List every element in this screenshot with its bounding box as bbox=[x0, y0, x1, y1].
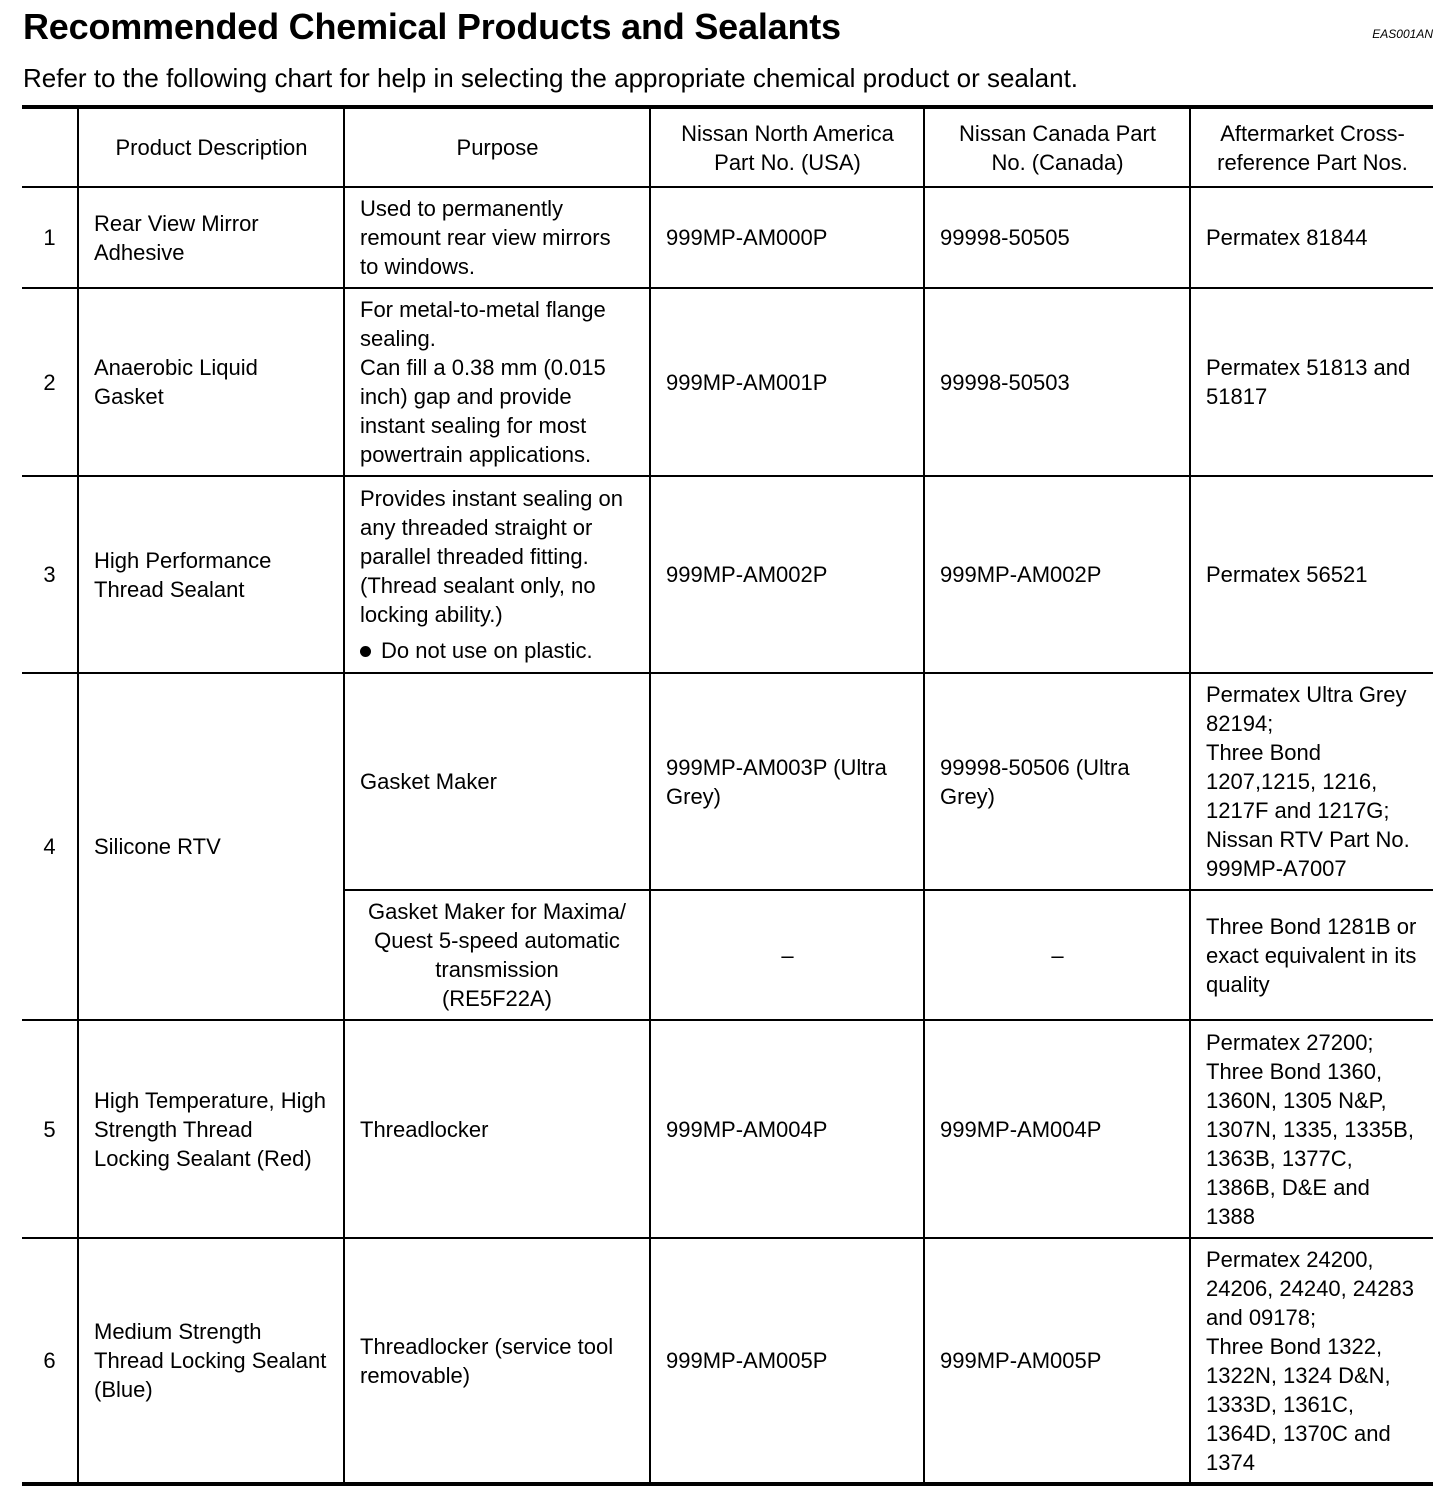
product-description: Silicone RTV bbox=[78, 673, 344, 1020]
page-title: Recommended Chemical Products and Sealants bbox=[23, 6, 841, 47]
aftermarket-part-nos bbox=[1190, 1238, 1433, 1484]
row-number: 6 bbox=[22, 1238, 78, 1484]
canada-part-no: 99998-50503 bbox=[924, 288, 1190, 476]
table-row bbox=[22, 187, 1433, 288]
table-row bbox=[22, 476, 1433, 673]
canada-part-no: 999MP-AM002P bbox=[924, 476, 1190, 673]
purpose: Threadlocker bbox=[344, 1020, 650, 1238]
product-description: High Temperature, High Strength Thread Locking Sealant (Red) bbox=[78, 1020, 344, 1238]
page-subtitle: Refer to the following chart for help in selecting the appropriate chemical product or sealant. bbox=[23, 63, 1079, 93]
aftermarket-line: Permatex Ultra Grey 82194; bbox=[1206, 682, 1407, 736]
aftermarket-part-nos: Permatex 56521 bbox=[1190, 476, 1433, 673]
purpose-line: Gasket Maker for Maxima/ Quest 5-speed automatic transmission bbox=[368, 899, 626, 982]
usa-part-no: 999MP-AM005P bbox=[650, 1238, 924, 1484]
header-usa-part-no: Nissan North America Part No. (USA) bbox=[650, 107, 924, 187]
purpose-note-text: Do not use on plastic. bbox=[381, 638, 593, 663]
table-row bbox=[22, 673, 1433, 890]
aftermarket-part-nos bbox=[1190, 1020, 1433, 1238]
usa-part-no: 999MP-AM002P bbox=[650, 476, 924, 673]
purpose-line: (RE5F22A) bbox=[441, 986, 553, 1011]
product-description: Medium Strength Thread Locking Sealant (Blue) bbox=[78, 1238, 344, 1484]
purpose bbox=[344, 476, 650, 673]
table-row bbox=[22, 1020, 1433, 1238]
aftermarket-part-nos: Three Bond 1281B or exact equivalent in its quality bbox=[1190, 890, 1433, 1020]
header-canada-part-no: Nissan Canada Part No. (Canada) bbox=[924, 107, 1190, 187]
row-number: 4 bbox=[22, 673, 78, 1020]
product-description: High Performance Thread Sealant bbox=[78, 476, 344, 673]
usa-part-no: 999MP-AM003P (Ultra Grey) bbox=[650, 673, 924, 890]
aftermarket-line: Three Bond 1322, 1322N, 1324 D&N, 1333D, 1361C, 1364D, 1370C and 1374 bbox=[1206, 1333, 1391, 1475]
canada-part-no: 999MP-AM005P bbox=[924, 1238, 1190, 1484]
aftermarket-line: Permatex 27200; bbox=[1206, 1029, 1374, 1055]
usa-part-no: 999MP-AM004P bbox=[650, 1020, 924, 1238]
usa-part-no: 999MP-AM001P bbox=[650, 288, 924, 476]
purpose-line: For metal-to-metal flange sealing. bbox=[360, 297, 606, 351]
aftermarket-line: Three Bond 1207,1215, 1216, 1217F and 1217G; bbox=[1206, 740, 1390, 823]
aftermarket-line: Three Bond 1360, 1360N, 1305 N&P, 1307N, 1335, 1335B, 1363B, 1377C, 1386B, D&E and 1388 bbox=[1206, 1058, 1414, 1229]
table-row bbox=[22, 1238, 1433, 1484]
purpose: Gasket Maker bbox=[344, 673, 650, 890]
canada-part-no: – bbox=[924, 890, 1190, 1020]
row-number: 2 bbox=[22, 288, 78, 476]
purpose-text: Provides instant sealing on any threaded straight or parallel threaded fitting. (Thread sealant only, no locking ability.) bbox=[360, 486, 623, 627]
chemical-products-table bbox=[22, 105, 1433, 1486]
canada-part-no: 999MP-AM004P bbox=[924, 1020, 1190, 1238]
usa-part-no: 999MP-AM000P bbox=[650, 187, 924, 288]
product-description: Anaerobic Liquid Gasket bbox=[78, 288, 344, 476]
header-purpose: Purpose bbox=[344, 107, 650, 187]
purpose bbox=[344, 890, 650, 1020]
row-number: 3 bbox=[22, 476, 78, 673]
usa-part-no: – bbox=[650, 890, 924, 1020]
purpose bbox=[344, 288, 650, 476]
header-number bbox=[22, 107, 78, 187]
canada-part-no: 99998-50506 (Ultra Grey) bbox=[924, 673, 1190, 890]
product-description: Rear View Mirror Adhesive bbox=[78, 187, 344, 288]
header-product-description: Product Description bbox=[78, 107, 344, 187]
purpose: Used to permanently remount rear view mirrors to windows. bbox=[344, 187, 650, 288]
row-number: 5 bbox=[22, 1020, 78, 1238]
purpose-note bbox=[360, 636, 635, 665]
canada-part-no: 99998-50505 bbox=[924, 187, 1190, 288]
aftermarket-part-nos bbox=[1190, 673, 1433, 890]
table-row bbox=[22, 288, 1433, 476]
bullet-icon bbox=[360, 646, 371, 657]
document-code: EAS001AN bbox=[1372, 27, 1433, 41]
aftermarket-line: Permatex 24200, 24206, 24240, 24283 and 09178; bbox=[1206, 1246, 1414, 1330]
aftermarket-part-nos: Permatex 81844 bbox=[1190, 187, 1433, 288]
table-header-row bbox=[22, 107, 1433, 187]
row-number: 1 bbox=[22, 187, 78, 288]
purpose-line: Can fill a 0.38 mm (0.015 inch) gap and provide instant sealing for most powertrain applications. bbox=[360, 355, 606, 467]
aftermarket-part-nos: Permatex 51813 and 51817 bbox=[1190, 288, 1433, 476]
aftermarket-line: Nissan RTV Part No. 999MP-A7007 bbox=[1206, 827, 1410, 881]
purpose: Threadlocker (service tool removable) bbox=[344, 1238, 650, 1484]
header-aftermarket-part-nos: Aftermarket Cross-reference Part Nos. bbox=[1190, 107, 1433, 187]
